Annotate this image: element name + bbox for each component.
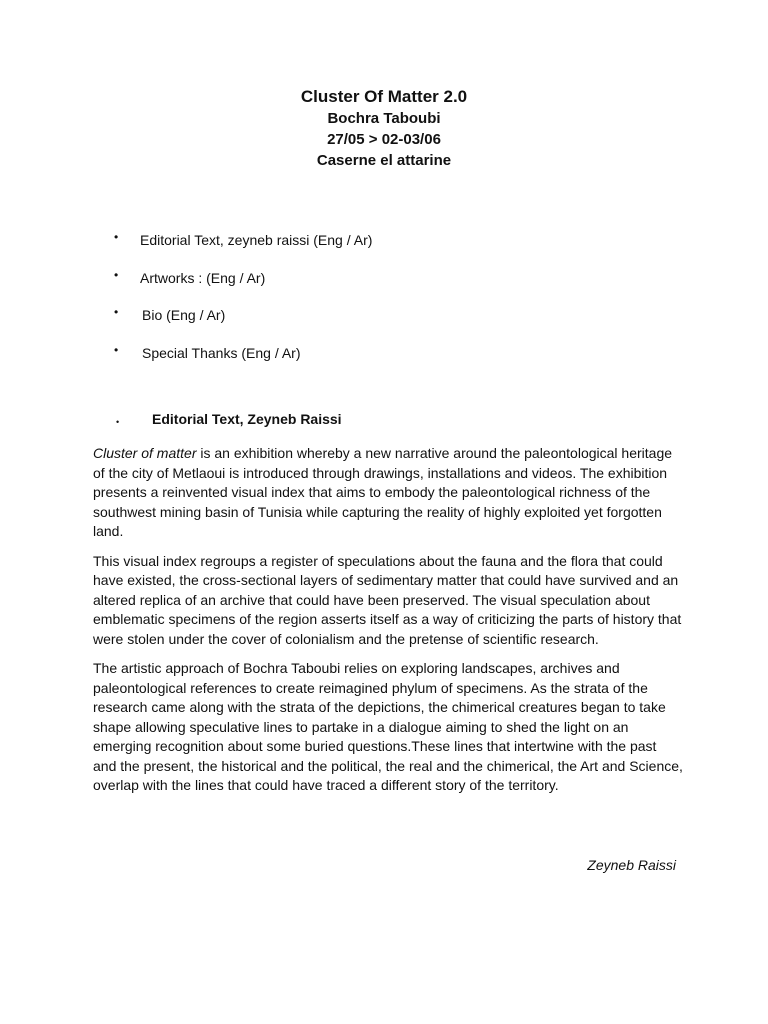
contents-item-label: Bio (Eng / Ar) [142,307,226,323]
italic-title: Cluster of matter [93,445,197,461]
paragraph: The artistic approach of Bochra Taboubi relies on exploring landscapes, archives and paleontological references to create reimagined phylum of specimens. As the strata of the research came along with the strata of the depictions, the chimerical creatures began to take shape allowing speculative lines to partake in a dialogue aiming to shed the light on an emerging recognition about some buried questions.These lines that intertwine with the past and the present, the historical and the political, the real and the chimerical, the Art and Science, overlap with the lines that could have traced a different story of the territory. [93,660,683,793]
bullet-icon: • [114,267,119,282]
exhibition-venue: Caserne el attarine [316,152,452,169]
exhibition-dates: 27/05 > 02-03/06 [327,131,441,148]
exhibition-title: Cluster Of Matter 2.0 [300,87,468,106]
author-signature: Zeyneb Raissi [587,857,676,873]
contents-item-label: Editorial Text, zeyneb raissi (Eng / Ar) [140,232,373,248]
contents-item-label: Artworks : (Eng / Ar) [140,269,266,286]
paragraph: This visual index regroups a register of speculations about the fauna and the flora that could have existed, the cross-sectional layers of sedimentary matter that could have survived and an altered replica of an archive that could have been preserved. The visual speculation about emblematic specimens of the region asserts itself as a way of criticizing the parts of history that were stolen under the cover of colonialism and the pretense of scientific research. [93,552,682,647]
artist-name: Bochra Taboubi [327,110,441,127]
bullet-icon: • [114,305,119,319]
section-heading-label: Editorial Text, Zeyneb Raissi [152,411,342,427]
bullet-icon: • [114,342,119,357]
contents-item-label: Special Thanks (Eng / Ar) [142,344,301,361]
bullet-icon: • [116,417,120,427]
paragraph [93,444,683,542]
document-header [0,86,768,171]
editorial-text [93,444,683,806]
bullet-icon: • [114,230,119,244]
paragraph-text: is an exhibition whereby a new narrative around the paleontological heritage of the city of Metlaoui is introduced through drawings, installations and videos. The exhibition presents a reinvented visual index that aims to embody the paleontological richness of the southwest mining basin of Tunisia while capturing the reality of highly exploited yet forgotten land. [93,445,673,539]
